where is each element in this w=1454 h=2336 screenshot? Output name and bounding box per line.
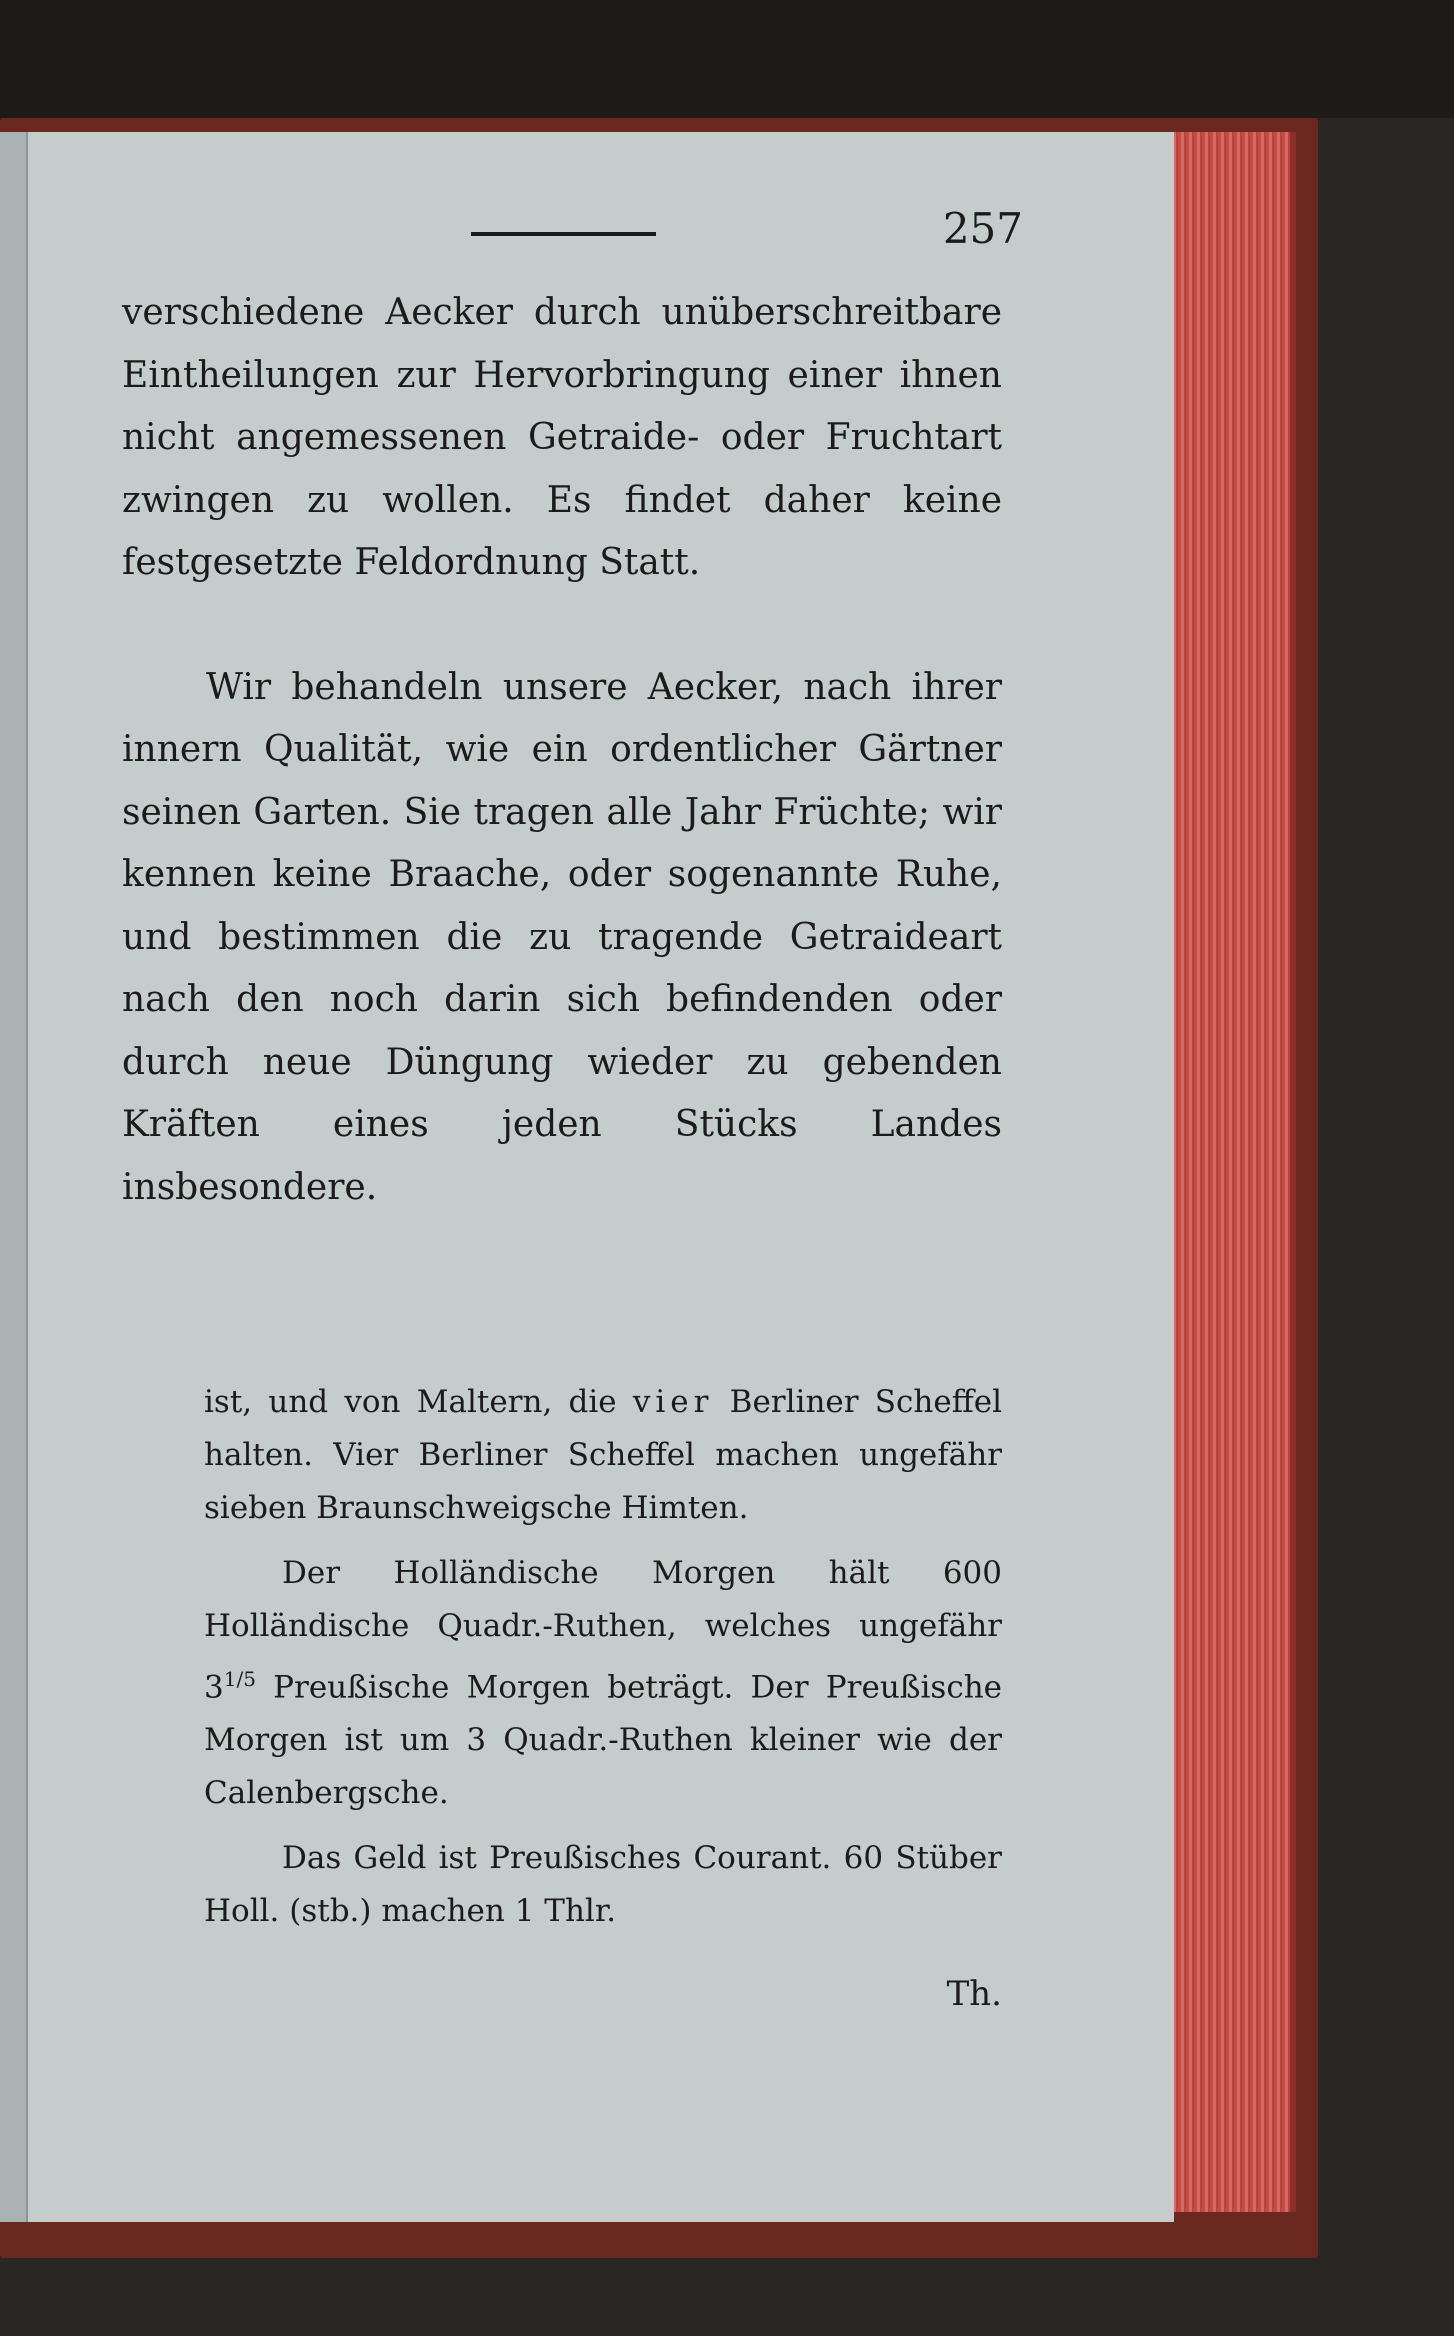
footnote-text: Der Holländische Morgen hält 600 Holländische Quadr.-Ruthen, welches ungefähr 3 [204,1555,1002,1706]
footnote [204,1547,1002,1820]
catchword: Th. [946,1974,1002,2014]
footnote-text: ist, und von Maltern, die [204,1384,633,1420]
facing-page-edge [0,132,28,2222]
page-edges [1170,132,1296,2212]
fraction: 1/5 [223,1667,256,1691]
background [0,0,1454,118]
page-number: 257 [942,204,1023,253]
footnote-gap [204,1820,1002,1832]
book-page [28,132,1174,2222]
paragraph-gap [122,595,1002,657]
main-text [122,282,1002,1219]
footnotes [204,1376,1002,1938]
page-header [28,132,1174,272]
footnote-gap [204,1535,1002,1547]
footnote-emphasis: vier [632,1384,714,1420]
paragraph: Wir behandeln unsere Aecker, nach ihrer innern Qualität, wie ein ordentlicher Gärtner seinen Garten. Sie tragen alle Jahr Früchte; wir kennen keine Braache, oder sogenannte Ruhe, und bestimmen die zu tragende Getraideart nach den noch darin sich befindenden oder durch neue Düngung wieder zu gebenden Kräften eines jeden Stücks Landes insbesondere. [122,666,1002,1208]
footnote [204,1376,1002,1535]
paragraph: verschiedene Aecker durch unüberschreitbare Eintheilungen zur Hervorbringung einer ihnen nicht angemessenen Getraide- oder Fruchtart zwingen zu wollen. Es findet daher keine festgesetzte Feldordnung Statt. [122,292,1002,583]
footnote-text: Preußische Morgen beträgt. Der Preußische Morgen ist um 3 Quadr.-Ruthen kleiner wie der Calenbergsche. [204,1669,1002,1812]
footnote: Das Geld ist Preußisches Courant. 60 Stüber Holl. (stb.) machen 1 Thlr. [204,1840,1002,1930]
header-rule [471,232,656,236]
footnote-text: Berliner Scheffel halten. Vier Berliner Scheffel machen ungefähr sieben Braunschweigsche Himten. [204,1384,1002,1526]
